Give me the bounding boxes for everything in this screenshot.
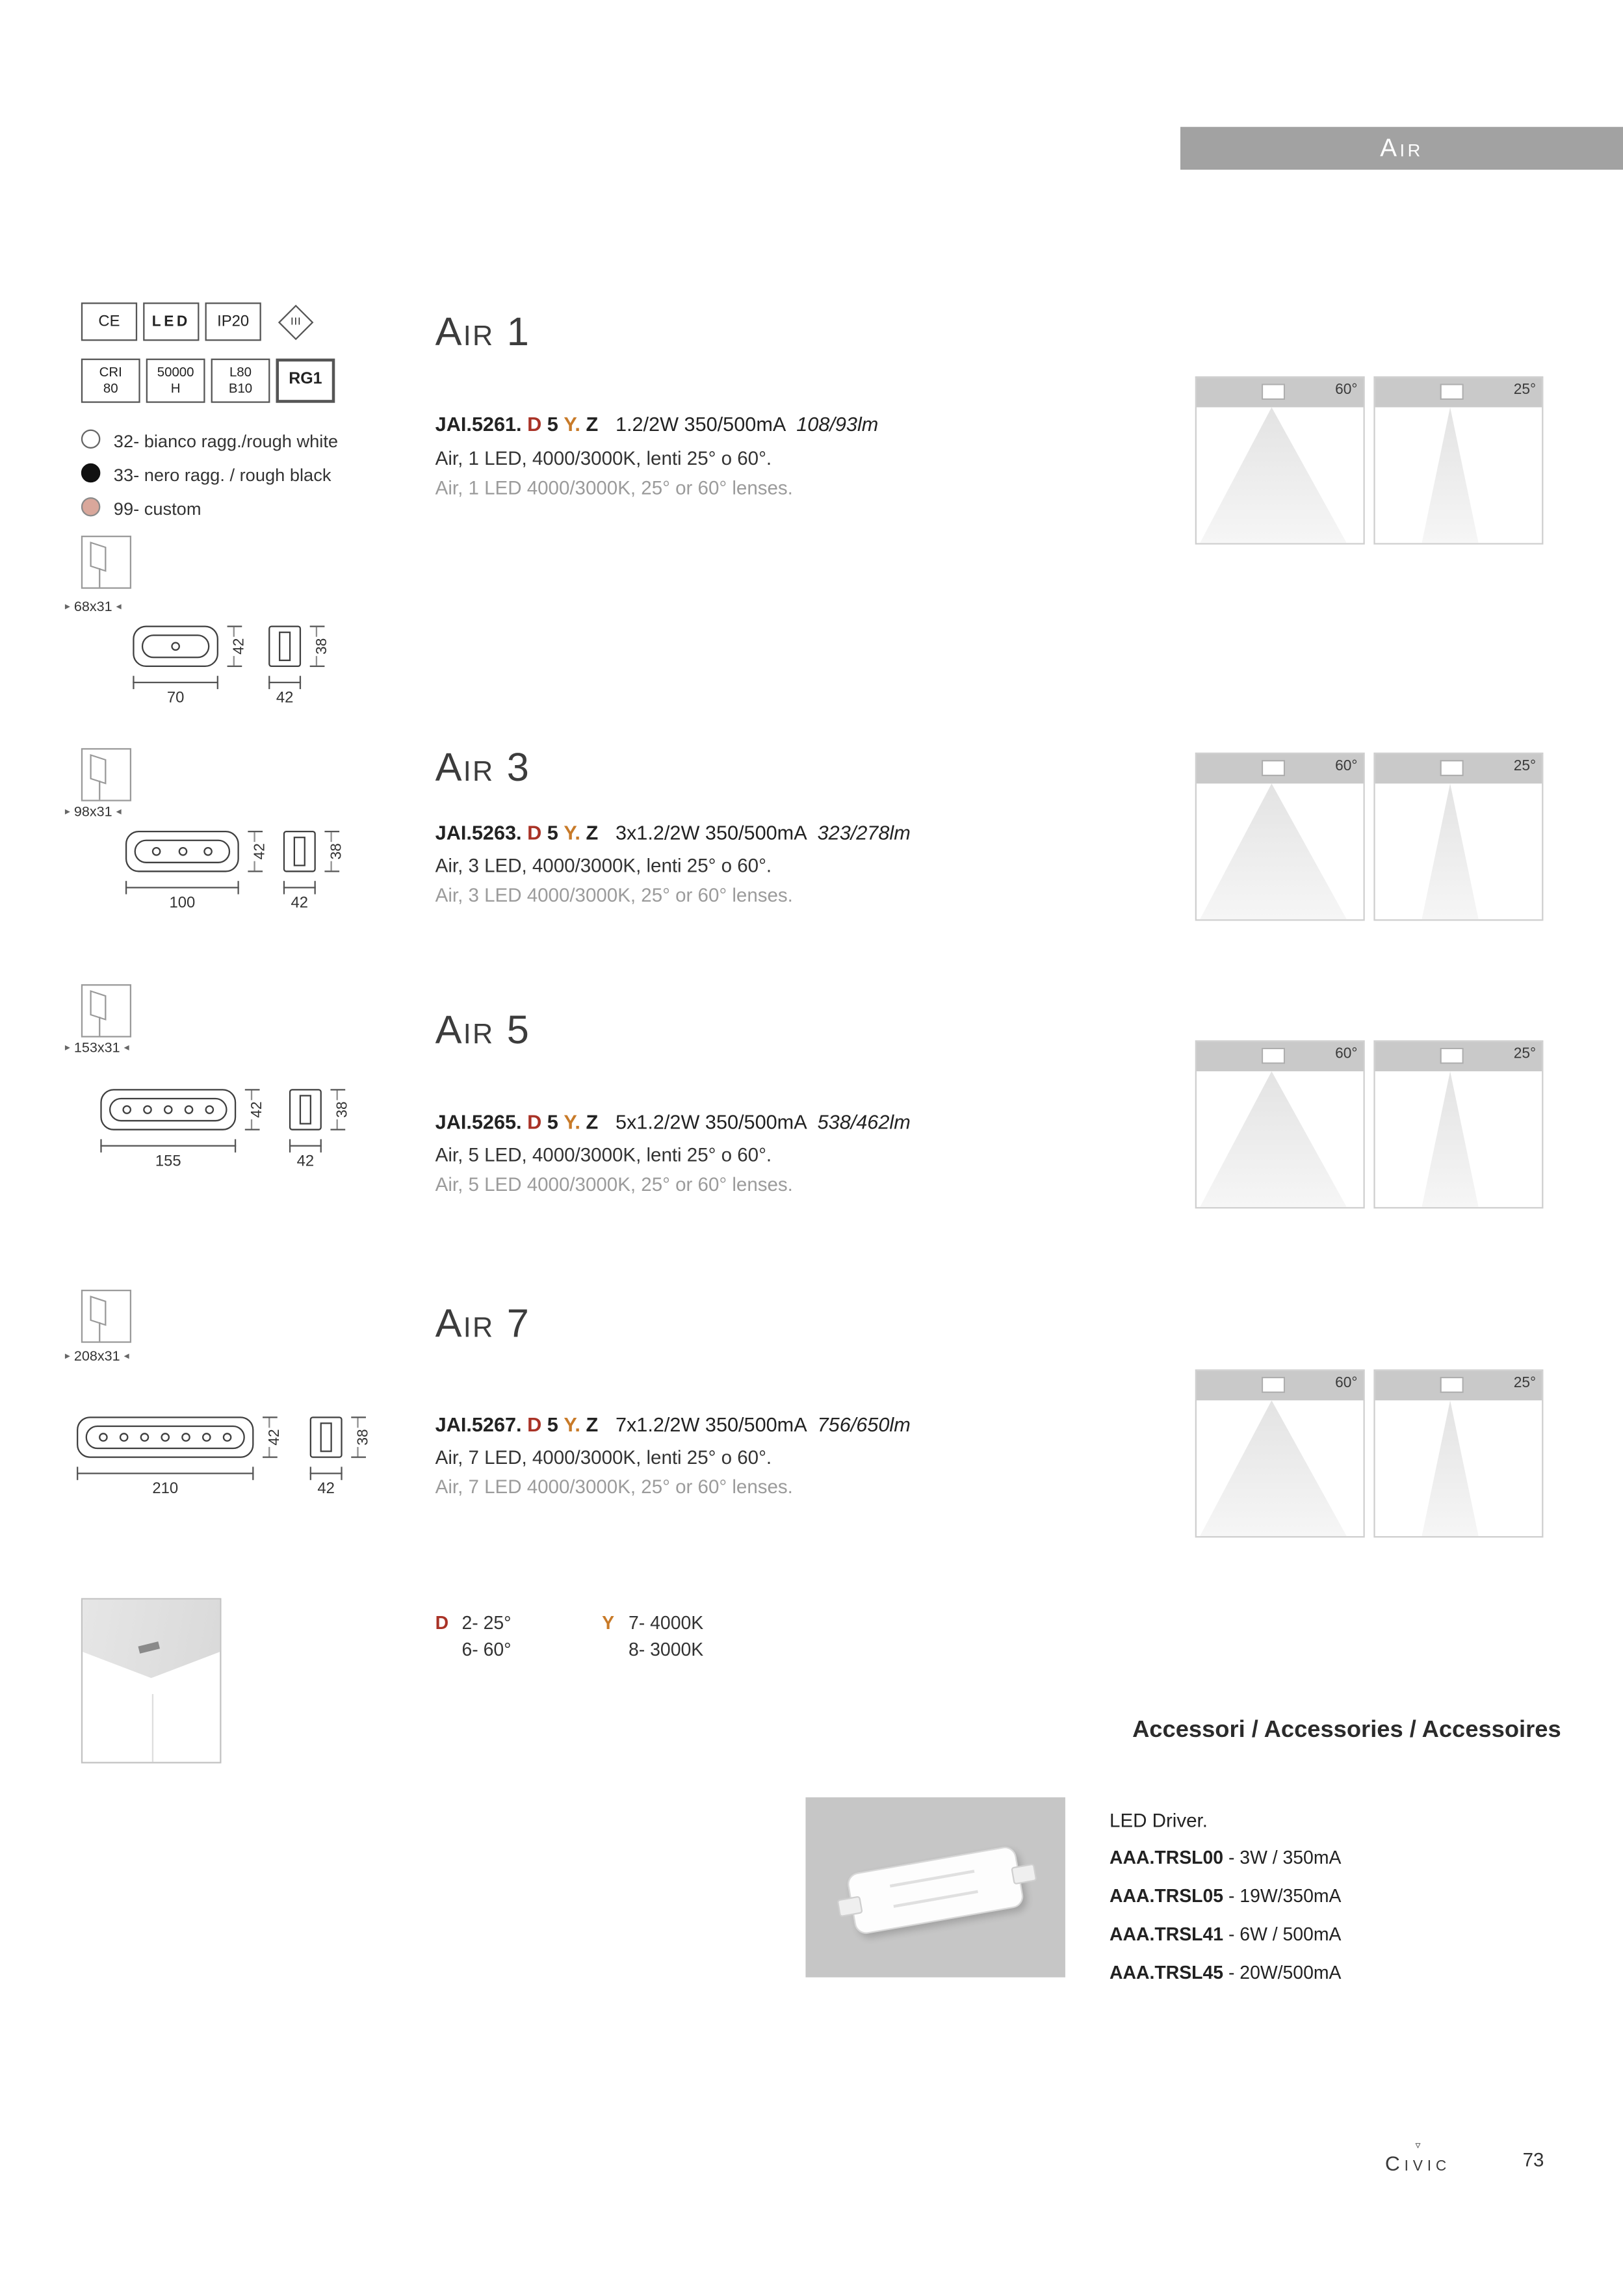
- product-code: JAI.5261.: [435, 413, 522, 436]
- product-title: Air 3: [435, 745, 531, 790]
- lumen-spec: 538/462lm: [817, 1111, 911, 1134]
- photometric-60deg: [1195, 376, 1365, 545]
- side-height-dimension: 38: [351, 1416, 369, 1458]
- option-n: 5: [547, 413, 558, 436]
- rg1-badge: [276, 359, 335, 403]
- product-code-line: [435, 822, 911, 844]
- driver-code: AAA.TRSL41: [1110, 1924, 1224, 1945]
- cutout-dimension: [65, 599, 122, 616]
- product-code-line: [435, 1111, 911, 1133]
- fixture-icon: [1262, 1377, 1285, 1393]
- l80-bottom: B10: [228, 380, 253, 396]
- product-code-line: [435, 413, 879, 436]
- hours-top: 50000: [157, 364, 194, 379]
- description-english: Air, 5 LED 4000/3000K, 25° or 60° lenses.: [435, 1173, 793, 1195]
- side-width-dimension: 42: [310, 1467, 343, 1499]
- product-title: Air 5: [435, 1008, 531, 1052]
- cutout-value: 153x31: [73, 1040, 120, 1057]
- photometric-ceiling-band: [1375, 378, 1542, 407]
- recessed-mounting-icon: [81, 536, 131, 589]
- photometric-60deg: [1195, 1370, 1365, 1538]
- rg1-label: RG1: [289, 371, 322, 389]
- product-section-air-3: [0, 745, 1623, 912]
- recessed-mounting-icon: [81, 748, 131, 802]
- driver-item: [1110, 1924, 1341, 1945]
- length-dimension: 155: [100, 1139, 236, 1171]
- option-d: D: [527, 1111, 542, 1134]
- finish-label: 32- bianco ragg./rough white: [113, 430, 339, 452]
- option-y: Y.: [564, 1111, 580, 1134]
- finish-swatch-white: [81, 430, 101, 449]
- fixture-icon: [1440, 384, 1464, 400]
- fixture-side-view: [283, 831, 316, 872]
- photometric-ceiling-band: [1197, 754, 1364, 783]
- photometric-ceiling-band: [1375, 754, 1542, 783]
- beam-cone-wide: [1197, 1400, 1364, 1536]
- cutout-value: 98x31: [73, 804, 112, 821]
- option-z: Z: [586, 1413, 599, 1436]
- beam-cone-wide: [1197, 783, 1364, 919]
- brand-logo: [1365, 2143, 1471, 2175]
- description-english: Air, 1 LED 4000/3000K, 25° or 60° lenses.: [435, 476, 793, 499]
- length-dimension: 210: [77, 1467, 253, 1499]
- driver-code: AAA.TRSL05: [1110, 1886, 1224, 1907]
- beam-cone-narrow: [1375, 1400, 1542, 1536]
- photometric-ceiling-band: [1197, 1042, 1364, 1071]
- side-height-dimension: 38: [330, 1089, 348, 1130]
- fixture-lens-row: [86, 1426, 245, 1449]
- fixture-icon: [1262, 384, 1285, 400]
- recessed-mounting-icon: [81, 984, 131, 1037]
- length-dimension: 100: [125, 881, 239, 913]
- led-dot: [99, 1433, 108, 1442]
- finish-label: 99- custom: [113, 499, 201, 520]
- cutout-value: 68x31: [73, 599, 112, 616]
- fixture-icon: [1440, 1048, 1464, 1064]
- option-y: Y.: [564, 413, 580, 436]
- side-height-dimension: 38: [310, 625, 328, 667]
- option-y: Y.: [564, 822, 580, 844]
- power-spec: 1.2/2W 350/500mA: [615, 413, 785, 436]
- fixture-lens-row: [135, 840, 231, 863]
- fixture-lens-row: [109, 1098, 227, 1121]
- description-italian: Air, 3 LED, 4000/3000K, lenti 25° o 60°.: [435, 854, 772, 877]
- cri-top: CRI: [99, 364, 122, 379]
- led-dot: [205, 1105, 214, 1114]
- dim-arrow-left: ▸: [64, 807, 70, 818]
- driver-spec: - 3W / 350mA: [1228, 1847, 1342, 1868]
- description-italian: Air, 5 LED, 4000/3000K, lenti 25° o 60°.: [435, 1143, 772, 1166]
- fixture-top-view: [77, 1416, 253, 1458]
- beam-angle-label: 25°: [1513, 382, 1537, 398]
- product-code-line: [435, 1414, 911, 1436]
- wall-seam: [151, 1693, 153, 1762]
- lumen-spec: 323/278lm: [817, 822, 911, 844]
- key-option-d: D: [435, 1613, 449, 1634]
- key-option-d2: 6- 60°: [461, 1639, 512, 1660]
- fixture-side-view: [310, 1416, 343, 1458]
- cutout-dimension: [65, 1040, 129, 1056]
- hours-badge: [146, 359, 205, 403]
- fixture-top-view: [133, 625, 218, 667]
- finish-swatch-custom: [81, 497, 101, 517]
- photometric-60deg: [1195, 753, 1365, 921]
- option-d: D: [527, 822, 542, 844]
- photometric-25deg: [1373, 1040, 1543, 1208]
- beam-angle-label: 25°: [1513, 1375, 1537, 1392]
- product-code: JAI.5267.: [435, 1413, 522, 1436]
- product-code: JAI.5263.: [435, 822, 522, 844]
- beam-angle-label: 60°: [1335, 382, 1358, 398]
- led-dot: [122, 1105, 131, 1114]
- side-width-dimension: 42: [289, 1139, 322, 1171]
- led-dot: [202, 1433, 211, 1442]
- cutout-value: 208x31: [73, 1348, 120, 1365]
- side-width-dimension: 42: [283, 881, 316, 913]
- option-y: Y.: [564, 1413, 580, 1436]
- led-dot: [185, 1105, 194, 1114]
- option-n: 5: [547, 822, 558, 844]
- cri-badge: [81, 359, 140, 403]
- driver-code: AAA.TRSL45: [1110, 1963, 1224, 1983]
- led-dot: [178, 847, 187, 856]
- photometric-60deg: [1195, 1040, 1365, 1208]
- led-dot: [164, 1105, 173, 1114]
- led-dot: [171, 642, 180, 651]
- dim-arrow-right: ◂: [123, 1351, 129, 1363]
- option-z: Z: [586, 822, 599, 844]
- led-dot: [181, 1433, 190, 1442]
- dim-arrow-left: ▸: [64, 602, 70, 613]
- option-n: 5: [547, 1413, 558, 1436]
- side-height-dimension: 38: [324, 831, 342, 872]
- cri-bottom: 80: [103, 380, 118, 396]
- product-code: JAI.5265.: [435, 1111, 522, 1134]
- option-n: 5: [547, 1111, 558, 1134]
- driver-item: [1110, 1963, 1341, 1983]
- application-photo: [81, 1598, 222, 1763]
- logo-mark-icon: ▿: [1415, 2141, 1421, 2152]
- fixture-top-view: [125, 831, 239, 872]
- photometric-ceiling-band: [1375, 1042, 1542, 1071]
- option-z: Z: [586, 413, 599, 436]
- description-english: Air, 3 LED 4000/3000K, 25° or 60° lenses.: [435, 883, 793, 906]
- led-dot: [120, 1433, 129, 1442]
- driver-spec: - 20W/500mA: [1228, 1963, 1342, 1983]
- photometric-25deg: [1373, 753, 1543, 921]
- recessed-mounting-icon: [81, 1290, 131, 1343]
- beam-angle-label: 25°: [1513, 1046, 1537, 1063]
- product-section-air-7: [0, 1301, 1623, 1498]
- beam-angle-label: 60°: [1335, 1046, 1358, 1063]
- cutout-dimension: [65, 804, 122, 820]
- section-header-band: [1180, 127, 1623, 170]
- led-dot: [161, 1433, 170, 1442]
- driver-item: [1110, 1847, 1341, 1868]
- fixture-top-view: [100, 1089, 236, 1130]
- key-option-d1: 2- 25°: [461, 1613, 512, 1634]
- driver-spec: - 19W/350mA: [1228, 1886, 1342, 1907]
- l80-badge: [211, 359, 270, 403]
- fixture-icon: [1440, 1377, 1464, 1393]
- dim-arrow-left: ▸: [64, 1351, 70, 1363]
- fixture-side-view: [289, 1089, 322, 1130]
- beam-cone-wide: [1197, 1071, 1364, 1207]
- option-z: Z: [586, 1111, 599, 1134]
- fixture-side-view: [268, 625, 301, 667]
- photometric-ceiling-band: [1197, 378, 1364, 407]
- beam-cone-narrow: [1375, 783, 1542, 919]
- driver-connector: [1011, 1863, 1037, 1885]
- ce-label: CE: [98, 313, 120, 331]
- dim-arrow-right: ◂: [116, 602, 122, 613]
- photometric-25deg: [1373, 1370, 1543, 1538]
- power-spec: 5x1.2/2W 350/500mA: [615, 1111, 806, 1134]
- led-dot: [223, 1433, 232, 1442]
- product-title: Air 1: [435, 309, 531, 354]
- driver-spec: - 6W / 500mA: [1228, 1924, 1342, 1945]
- photometric-ceiling-band: [1375, 1371, 1542, 1400]
- driver-code: AAA.TRSL00: [1110, 1847, 1224, 1868]
- driver-section-title: LED Driver.: [1110, 1809, 1208, 1832]
- led-label: LED: [151, 313, 190, 330]
- product-section-air-5: [0, 1008, 1623, 1195]
- driver-item: [1110, 1886, 1341, 1907]
- photometric-ceiling-band: [1197, 1371, 1364, 1400]
- fixture-icon: [1262, 1048, 1285, 1064]
- beam-cone-narrow: [1375, 408, 1542, 543]
- option-d: D: [527, 413, 542, 436]
- product-title: Air 7: [435, 1301, 531, 1346]
- led-dot: [152, 847, 161, 856]
- description-italian: Air, 1 LED, 4000/3000K, lenti 25° o 60°.: [435, 447, 772, 469]
- description-english: Air, 7 LED 4000/3000K, 25° or 60° lenses.: [435, 1476, 793, 1498]
- key-option-y2: 8- 3000K: [629, 1639, 704, 1660]
- section-title: Air: [1380, 134, 1423, 163]
- ip-label: IP20: [217, 313, 250, 331]
- dim-arrow-left: ▸: [64, 1043, 70, 1054]
- dim-arrow-right: ◂: [123, 1043, 129, 1054]
- fixture-icon: [1440, 760, 1464, 776]
- led-dot: [143, 1105, 152, 1114]
- power-spec: 3x1.2/2W 350/500mA: [615, 822, 806, 844]
- lumen-spec: 756/650lm: [817, 1413, 911, 1436]
- beam-angle-label: 60°: [1335, 1375, 1358, 1392]
- photometric-25deg: [1373, 376, 1543, 545]
- brand-name: Civic: [1384, 2151, 1451, 2175]
- length-dimension: 70: [133, 676, 218, 709]
- led-dot: [203, 847, 213, 856]
- fixture-lens-row: [142, 634, 209, 658]
- option-d: D: [527, 1413, 542, 1436]
- finish-label: 33- nero ragg. / rough black: [113, 465, 331, 486]
- height-dimension: 42: [248, 831, 265, 872]
- l80-top: L80: [229, 364, 252, 379]
- power-spec: 7x1.2/2W 350/500mA: [615, 1413, 806, 1436]
- accessories-title: Accessori / Accessories / Accessoires: [1132, 1717, 1561, 1743]
- side-width-dimension: 42: [268, 676, 301, 709]
- hours-bottom: H: [170, 380, 181, 396]
- beam-angle-label: 60°: [1335, 758, 1358, 775]
- key-option-y1: 7- 4000K: [629, 1613, 704, 1634]
- fixture-icon: [1262, 760, 1285, 776]
- description-italian: Air, 7 LED, 4000/3000K, lenti 25° o 60°.: [435, 1446, 772, 1468]
- page-number: 73: [1522, 2148, 1544, 2171]
- finish-swatch-black: [81, 463, 101, 483]
- cutout-dimension: [65, 1349, 129, 1365]
- key-option-y: Y: [602, 1613, 615, 1634]
- led-driver-photo: [805, 1797, 1065, 1977]
- led-dot: [140, 1433, 149, 1442]
- height-dimension: 42: [227, 625, 245, 667]
- beam-cone-narrow: [1375, 1071, 1542, 1207]
- beam-angle-label: 25°: [1513, 758, 1537, 775]
- dim-arrow-right: ◂: [116, 807, 122, 818]
- lumen-spec: 108/93lm: [796, 413, 879, 436]
- height-dimension: 42: [263, 1416, 280, 1458]
- beam-cone-wide: [1197, 408, 1364, 543]
- class-iii-label: III: [289, 316, 301, 327]
- height-dimension: 42: [245, 1089, 263, 1130]
